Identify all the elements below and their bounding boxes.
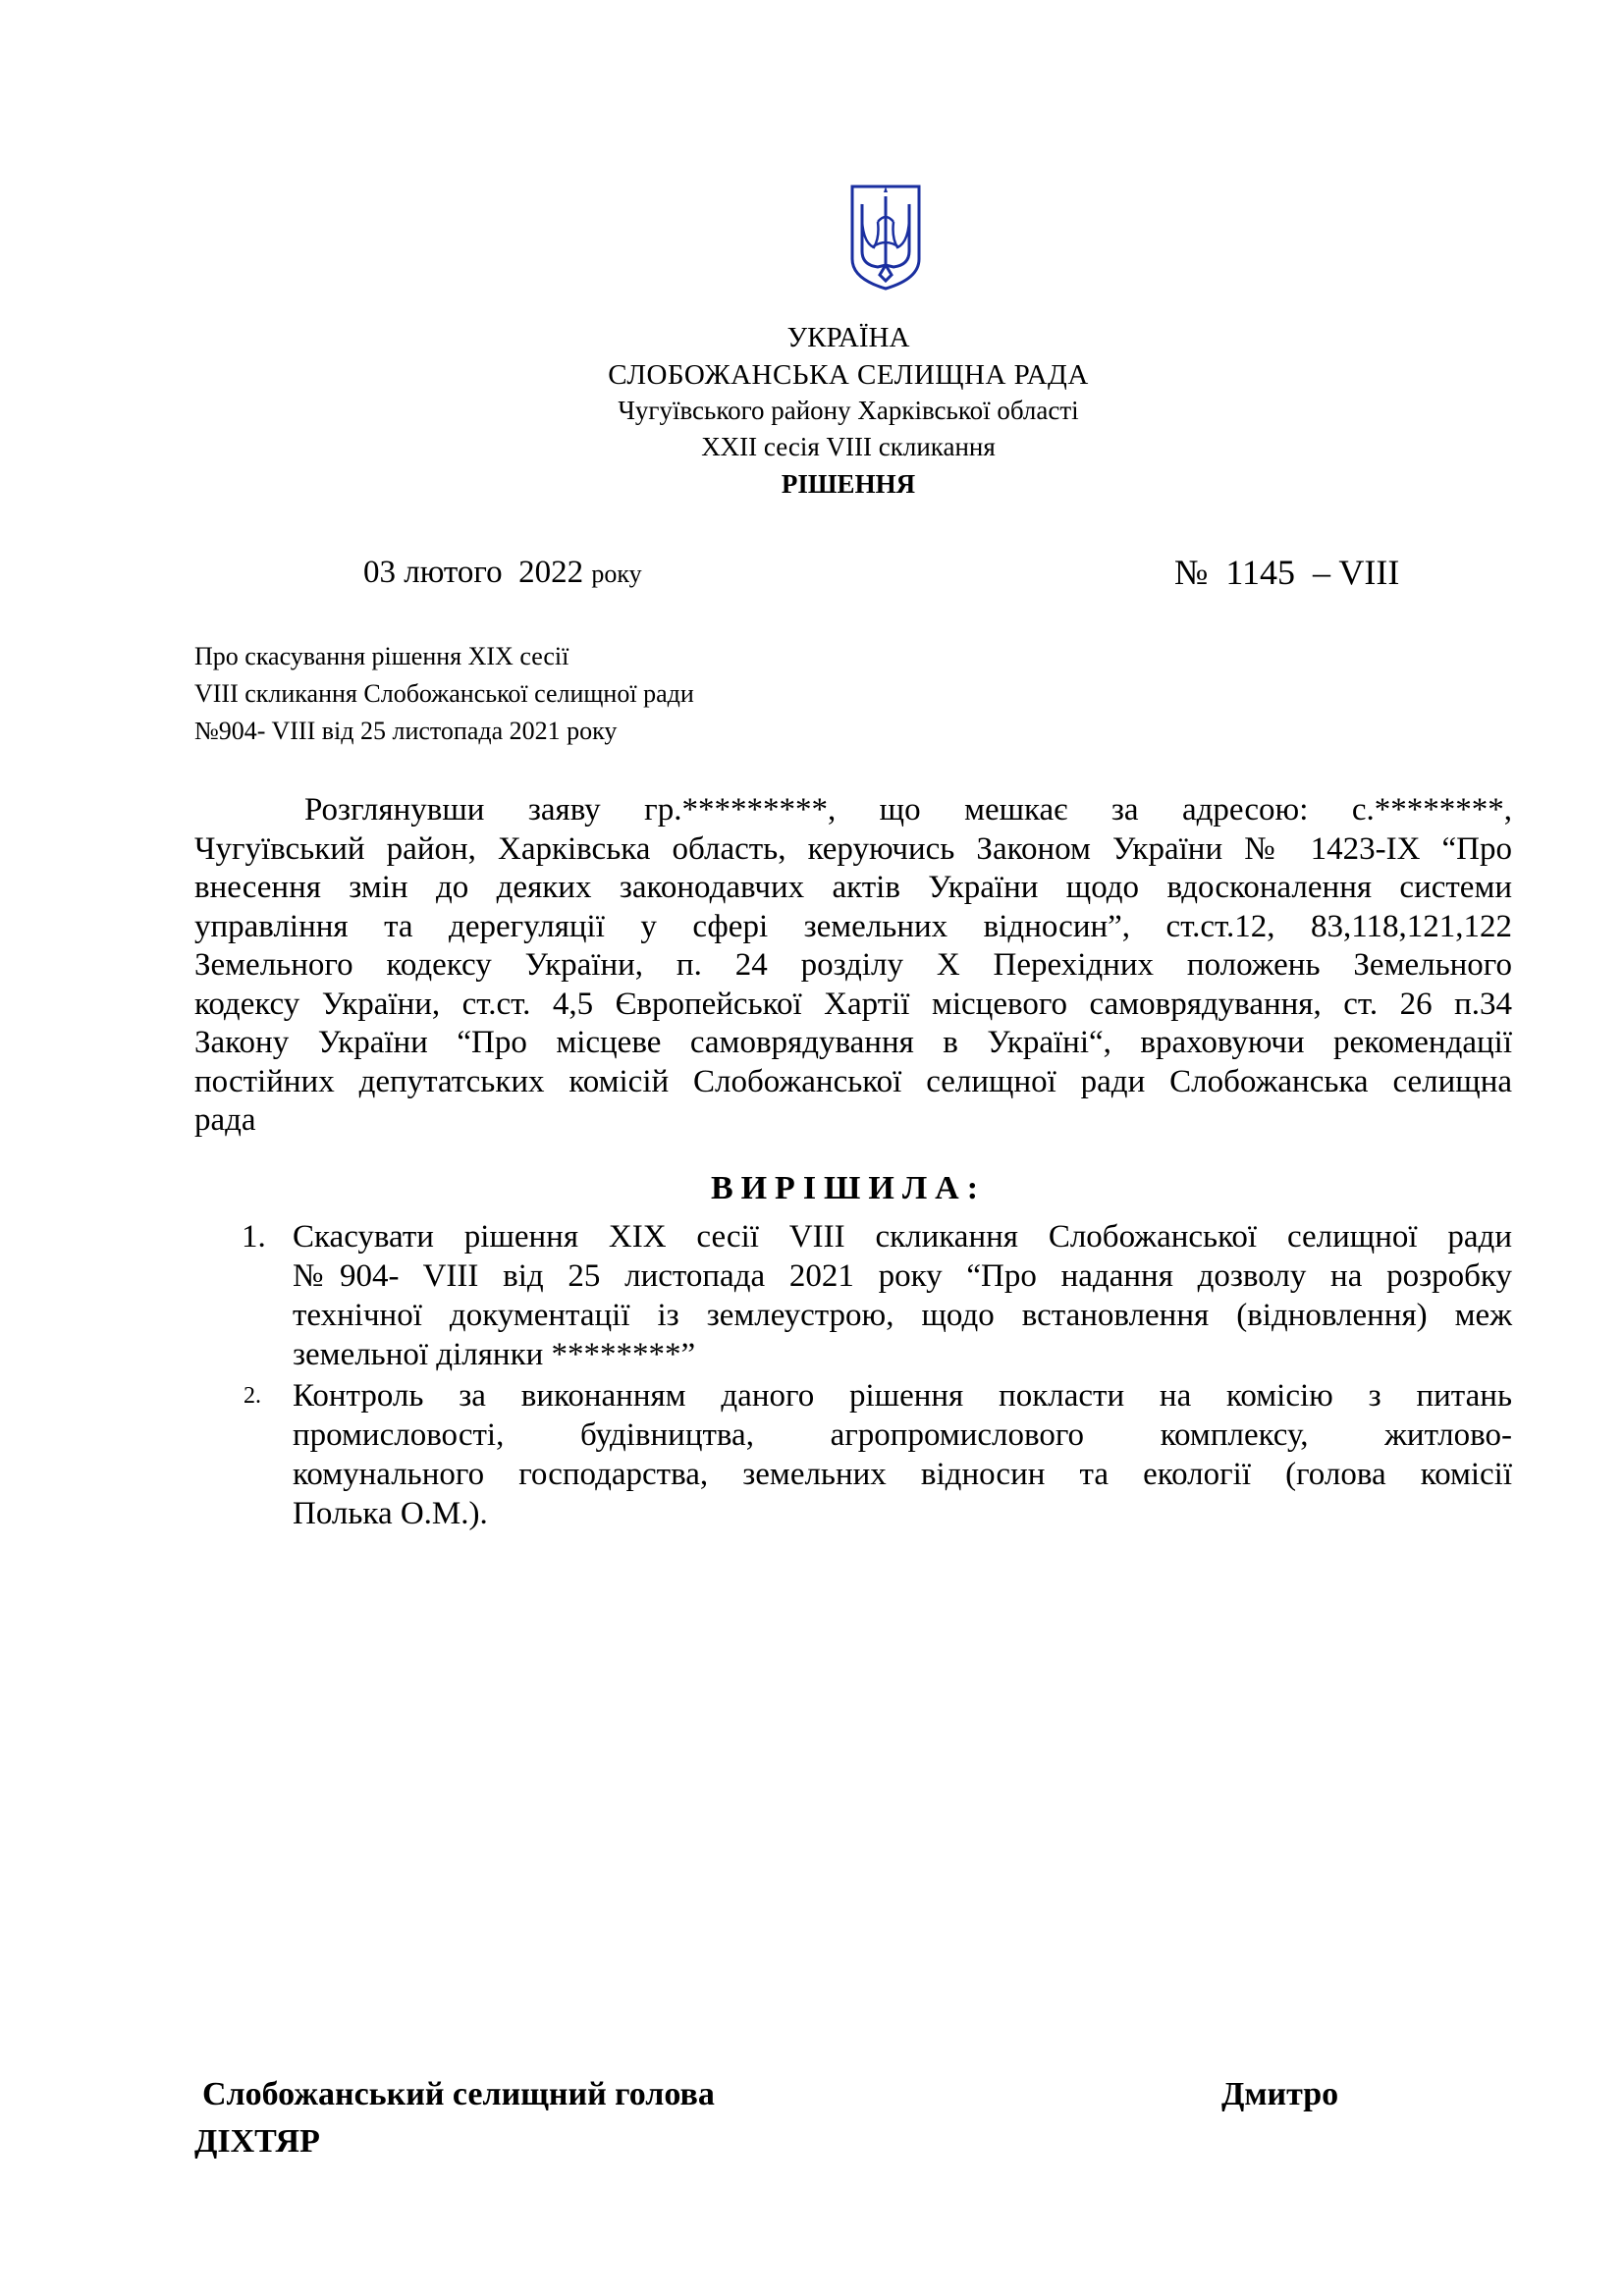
preamble-line: внесення змін до деяких законодавчих актів України щодо вдосконалення системи	[194, 870, 1512, 905]
preamble-line: Закону України “Про місцеве самоврядування в Україні“, враховуючи рекомендації	[194, 1025, 1512, 1060]
preamble-line: постійних депутатських комісій Слобожанської селищної ради Слобожанська селищна	[194, 1063, 1512, 1099]
subject-line: №904- VIII від 25 листопада 2021 року	[194, 717, 618, 745]
item-number: 1.	[242, 1219, 266, 1255]
preamble-line: Чугуївський район, Харківська область, керуючись Законом України № 1423-IX “Про	[194, 830, 1512, 867]
signatory-first-name: Дмитро	[1221, 2076, 1339, 2112]
preamble-line: рада	[194, 1102, 256, 1138]
preamble-line: Земельного кодексу України, п. 24 розділу Х Перехідних положень Земельного	[194, 947, 1512, 983]
decision-date-suffix: року	[591, 560, 642, 588]
item-line: Полька О.М.).	[293, 1496, 488, 1531]
preamble-line: управління та дерегуляції у сфері земельних відносин”, ст.ст.12, 83,118,121,122	[194, 908, 1512, 944]
subject-line: VIII скликання Слобожанської селищної ради	[194, 679, 694, 708]
resolution-item	[244, 1376, 1512, 1533]
document-type: РІШЕННЯ	[781, 469, 916, 499]
item-number: 2.	[244, 1383, 261, 1409]
item-line: Скасувати рішення XIX сесії VIII скликання Слобожанської селищної ради	[293, 1219, 1512, 1255]
resolution-item	[242, 1217, 1512, 1374]
district-name: Чугуївського району Харківської області	[618, 396, 1079, 425]
country-name: УКРАЇНА	[786, 322, 910, 353]
decision-date	[363, 555, 642, 591]
decision-subject	[194, 638, 882, 750]
item-line: комунального господарства, земельних відносин та екології (голова комісії	[293, 1457, 1512, 1492]
item-line: технічної документації із землеустрою, щодо встановлення (відновлення) меж	[293, 1298, 1512, 1333]
decision-date-main: 03 лютого 2022	[363, 555, 592, 590]
trident-coat-of-arms-icon	[848, 183, 923, 293]
session-info: XXII сесія VIII скликання	[701, 432, 996, 461]
decision-number: № 1145 – VIII	[1174, 553, 1400, 592]
preamble-line: Розглянувши заяву гр.*********, що мешкає за адресою: с.********,	[304, 792, 1512, 828]
item-line: земельної ділянки ********”	[293, 1337, 696, 1372]
preamble-paragraph	[194, 791, 1512, 1141]
signatory-last-name: ДІХТЯР	[194, 2123, 320, 2160]
council-name: СЛОБОЖАНСЬКА СЕЛИЩНА РАДА	[608, 359, 1089, 391]
preamble-line: кодексу України, ст.ст. 4,5 Європейської Хартії місцевого самоврядування, ст. 26 п.34	[194, 986, 1512, 1022]
item-line: Контроль за виконанням даного рішення покласти на комісію з питань	[293, 1378, 1512, 1414]
signatory-position: Слобожанський селищний голова	[202, 2076, 715, 2112]
item-line: промисловості, будівництва, агропромислового комплексу, житлово-	[293, 1417, 1512, 1453]
resolved-heading: ВИРІШИЛА:	[710, 1170, 987, 1206]
item-line: №904- VIII від 25 листопада 2021 року “Про надання дозволу на розробку	[293, 1258, 1512, 1294]
subject-line: Про скасування рішення XIX сесії	[194, 642, 569, 670]
